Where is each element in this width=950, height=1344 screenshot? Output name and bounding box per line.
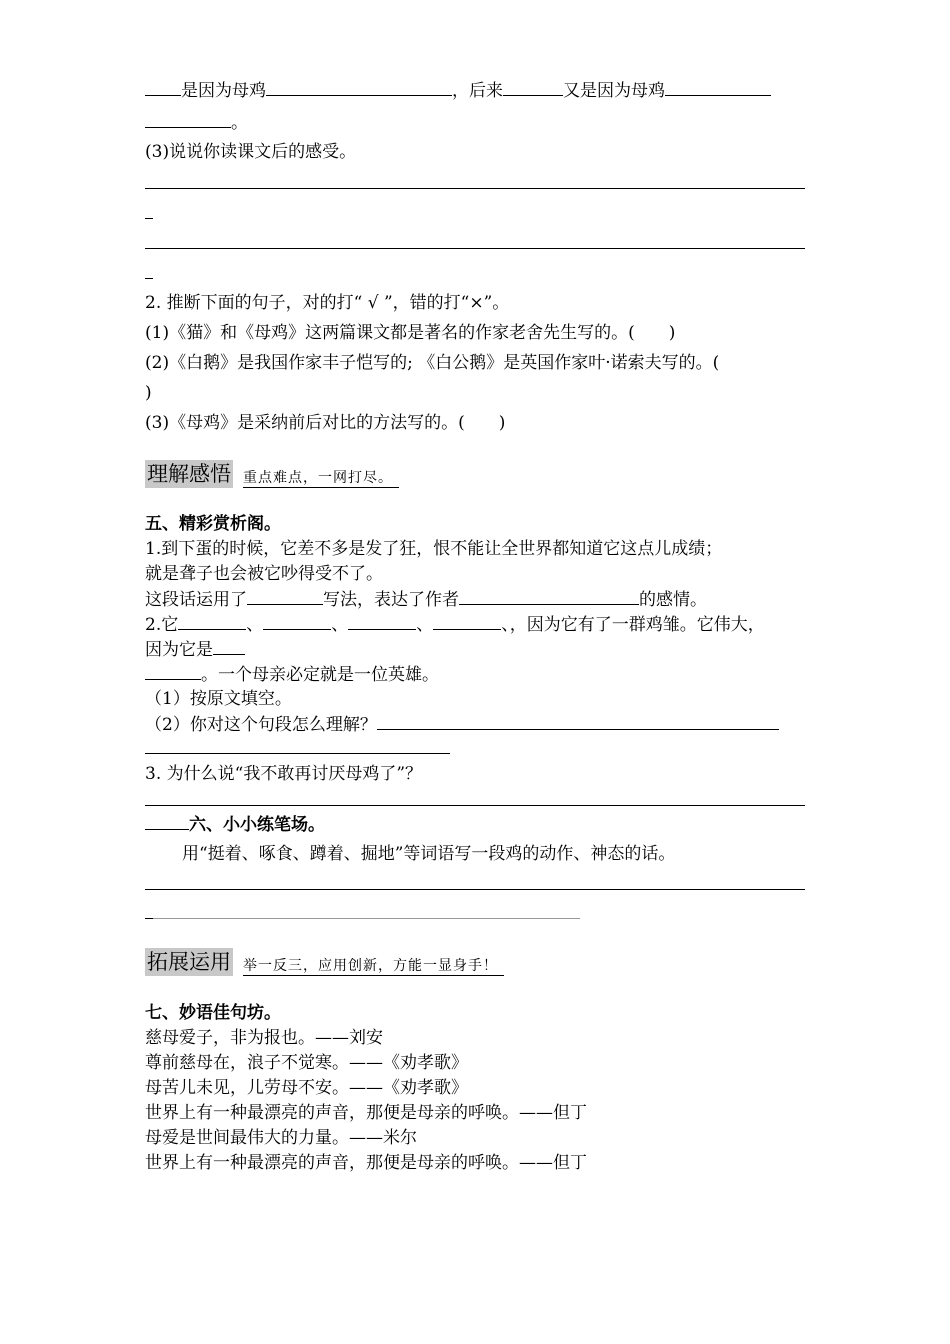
judge-item-2: (2)《白鹅》是我国作家丰子恺写的; 《白公鹅》是英国作家叶·诺索夫写的。( xyxy=(145,353,720,373)
judge-item-2-end: ) xyxy=(145,383,152,403)
section-header-understand xyxy=(145,460,399,488)
text: 六、小小练笔场。 xyxy=(189,815,325,835)
section-label: 理解感悟 xyxy=(147,462,231,486)
text: 2.它 xyxy=(145,615,179,635)
blank[interactable] xyxy=(665,78,771,96)
part-5-title: 五、精彩赏析阁。 xyxy=(145,514,281,534)
quote-line: 母爱是世间最伟大的力量。——米尔 xyxy=(145,1128,417,1148)
blank xyxy=(145,812,189,830)
text: 是因为母鸡 xyxy=(181,81,266,101)
text: 、 xyxy=(331,615,349,635)
fill-line xyxy=(145,612,765,637)
answer-line-tail xyxy=(145,278,153,279)
writing-prompt: 用“挺着、啄食、蹲着、掘地”等词语写一段鸡的动作、神态的话。 xyxy=(182,844,676,864)
quote-line: 慈母爱子，非为报也。——刘安 xyxy=(145,1028,383,1048)
answer-line[interactable] xyxy=(145,889,805,890)
answer-line[interactable] xyxy=(145,753,450,754)
judge-item-1: (1)《猫》和《母鸡》这两篇课文都是著名的作家老舍先生写的。( ) xyxy=(145,323,676,343)
section-header-extend xyxy=(145,948,504,976)
blank[interactable] xyxy=(247,587,323,605)
quote-line: 世界上有一种最漂亮的声音，那便是母亲的呼唤。——但丁 xyxy=(145,1103,587,1123)
text: （2）你对这个句段怎么理解？ xyxy=(145,715,377,735)
blank[interactable] xyxy=(145,110,231,128)
text: 、，因为它有了一群鸡雏。它伟大， xyxy=(501,615,765,635)
text: 、 xyxy=(416,615,434,635)
judge-item-3: (3)《母鸡》是采纳前后对比的方法写的。( ) xyxy=(145,413,506,433)
blank[interactable] xyxy=(145,662,201,680)
fill-line-1 xyxy=(145,78,771,103)
text: 。 xyxy=(231,113,248,133)
blank[interactable] xyxy=(503,78,563,96)
answer-line[interactable] xyxy=(145,248,805,249)
passage-line: 就是聋子也会被它吵得受不了。 xyxy=(145,564,383,584)
fill-line xyxy=(145,637,245,662)
quote-line: 尊前慈母在，浪子不觉寒。——《劝孝歌》 xyxy=(145,1053,468,1073)
answer-line[interactable] xyxy=(145,188,805,189)
answer-line[interactable] xyxy=(145,805,805,806)
section-label: 拓展运用 xyxy=(147,950,231,974)
sub-question-2 xyxy=(145,712,779,737)
part-7-title: 七、妙语佳句坊。 xyxy=(145,1003,281,1023)
text: 的感情。 xyxy=(639,590,707,610)
text: 因为它是 xyxy=(145,640,213,660)
text: 又是因为母鸡 xyxy=(563,81,665,101)
sub-question-1: （1）按原文填空。 xyxy=(145,689,292,709)
fill-line xyxy=(145,662,439,687)
question-2-title: 2. 推断下面的句子，对的打“ √ ”，错的打“×”。 xyxy=(145,293,510,313)
blank[interactable] xyxy=(459,587,639,605)
text: 、 xyxy=(246,615,264,635)
fill-line-2 xyxy=(145,110,248,135)
part-6-title xyxy=(145,812,325,837)
fill-line xyxy=(145,587,707,612)
quote-line: 母苦儿未见，儿劳母不安。——《劝孝歌》 xyxy=(145,1078,468,1098)
quote-line: 世界上有一种最漂亮的声音，那便是母亲的呼唤。——但丁 xyxy=(145,1153,587,1173)
answer-line-tail xyxy=(145,218,153,219)
blank[interactable] xyxy=(348,612,416,630)
question-3: 3. 为什么说“我不敢再讨厌母鸡了”？ xyxy=(145,764,423,784)
answer-line-faint xyxy=(153,918,580,919)
blank[interactable] xyxy=(433,612,501,630)
blank[interactable] xyxy=(266,78,452,96)
text: 。一个母亲必定就是一位英雄。 xyxy=(201,665,439,685)
text: ，后来 xyxy=(452,81,503,101)
blank[interactable] xyxy=(263,612,331,630)
blank[interactable] xyxy=(178,612,246,630)
text: 这段话运用了 xyxy=(145,590,247,610)
blank[interactable] xyxy=(377,712,779,730)
section-subtitle: 重点难点，一网打尽。 xyxy=(243,469,399,488)
blank[interactable] xyxy=(145,78,181,96)
answer-line-tail xyxy=(145,918,153,919)
section-subtitle: 举一反三，应用创新，方能一显身手！ xyxy=(243,957,504,976)
text: 写法，表达了作者 xyxy=(323,590,459,610)
question-3: (3)说说你读课文后的感受。 xyxy=(145,142,357,162)
passage-line: 1.到下蛋的时候，它差不多是发了狂，恨不能让全世界都知道它这点儿成绩； xyxy=(145,539,723,559)
blank[interactable] xyxy=(213,637,245,655)
